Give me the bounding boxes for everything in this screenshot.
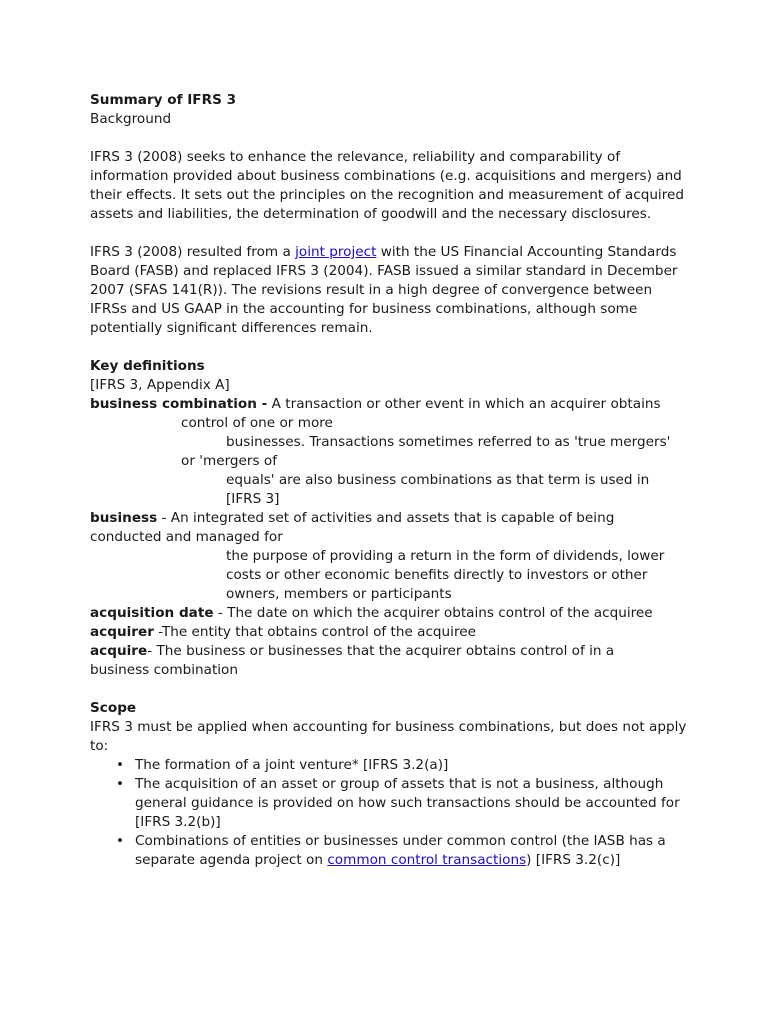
document-body [90, 91, 690, 870]
definition-term: business [90, 510, 158, 526]
intro-paragraph: IFRS 3 (2008) seeks to enhance the relevance, reliability and comparability of information provided about business combinations (e.g. acquisitions and mergers) and their effects. It sets out the principles on the recognition and measurement of acquired assets and liabilities, the determination of goodwill and the necessary disclosures. [90, 149, 684, 222]
background-heading: Background [90, 111, 172, 127]
definition-text: - The date on which the acquirer obtains control of the acquiree [213, 605, 653, 621]
definition-acquisition-date [90, 604, 690, 623]
definitions-heading: Key definitions [90, 358, 205, 374]
common-control-transactions-link[interactable]: common control transactions [327, 852, 527, 868]
definition-acquirer [90, 623, 690, 642]
list-item-text: Combinations of entities or businesses under common control (the IASB has a separate agenda project on [135, 833, 666, 868]
list-item [90, 756, 690, 775]
spacer [90, 129, 690, 148]
definition-term: acquirer [90, 624, 154, 640]
definition-business-combination [90, 395, 690, 414]
definition-term: business combination - [90, 396, 268, 412]
definition-continuation: conducted and managed for [90, 529, 283, 545]
spacer [90, 680, 690, 699]
list-item-text: ) [IFRS 3.2(c)] [526, 852, 621, 868]
definition-continuation: businesses. Transactions sometimes referred to as 'true mergers' [226, 434, 671, 450]
definition-continuation: or 'mergers of [181, 453, 278, 469]
definition-continuation: owners, members or participants [226, 586, 452, 602]
scope-intro: IFRS 3 must be applied when accounting for business combinations, but does not apply to: [90, 719, 687, 754]
definition-continuation: costs or other economic benefits directly to investors or other [226, 567, 648, 583]
definition-text: - The business or businesses that the acquirer obtains control of in a [147, 643, 615, 659]
definition-continuation: equals' are also business combinations as that term is used in [226, 472, 650, 488]
history-text-after: with the US Financial Accounting Standards Board (FASB) and replaced IFRS 3 (2004). FASB issued a similar standard in December 2007 (SFAS 141(R)). The revisions result in a high degree of convergence between IFRSs and US GAAP in the accounting for business combinations, although some potentially significant differences remain. [90, 244, 678, 336]
definition-text: -The entity that obtains control of the acquiree [153, 624, 476, 640]
definition-continuation: business combination [90, 662, 238, 678]
definition-term: acquire [90, 643, 148, 659]
definition-term: acquisition date [90, 605, 214, 621]
list-item [90, 775, 690, 832]
list-item-text: The acquisition of an asset or group of assets that is not a business, although general guidance is provided on how such transactions should be accounted for [IFRS 3.2(b)] [135, 776, 680, 830]
spacer [90, 224, 690, 243]
definition-continuation: the purpose of providing a return in the form of dividends, lower [226, 548, 665, 564]
definition-acquire [90, 642, 690, 661]
list-item [90, 832, 690, 870]
bullet-icon: • [116, 776, 125, 792]
spacer [90, 338, 690, 357]
definition-text: A transaction or other event in which an acquirer obtains [267, 396, 661, 412]
bullet-icon: • [116, 757, 125, 773]
document-title: Summary of IFRS 3 [90, 92, 237, 108]
scope-exclusions-list [90, 756, 690, 870]
history-text-before: IFRS 3 (2008) resulted from a [90, 244, 296, 260]
definitions-reference: [IFRS 3, Appendix A] [90, 377, 230, 393]
joint-project-link[interactable]: joint project [295, 244, 377, 260]
scope-heading: Scope [90, 700, 137, 716]
bullet-icon: • [116, 833, 125, 849]
definition-continuation: [IFRS 3] [226, 491, 280, 507]
list-item-text: The formation of a joint venture* [IFRS 3.2(a)] [135, 757, 449, 773]
definition-continuation: control of one or more [181, 415, 333, 431]
history-paragraph [90, 243, 690, 338]
definition-text: - An integrated set of activities and assets that is capable of being [157, 510, 615, 526]
definition-business [90, 509, 690, 528]
